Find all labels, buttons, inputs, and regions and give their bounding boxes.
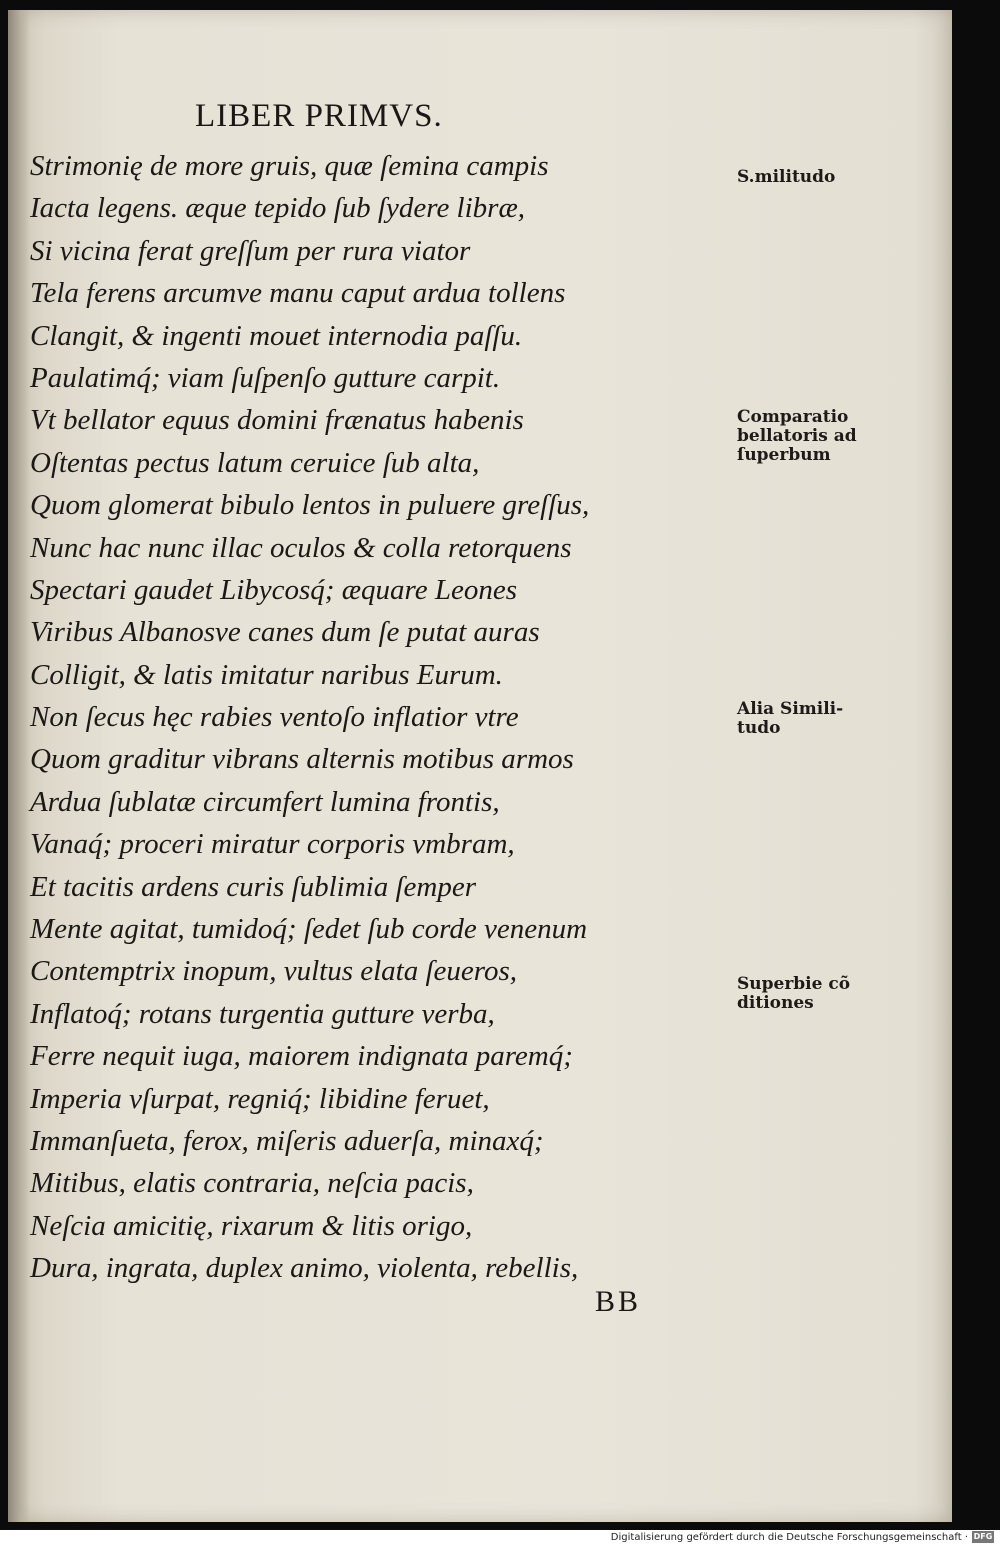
- marginal-note-superbie: [737, 975, 850, 1013]
- verse-line: Inflatoq́; rotans turgentia gutture verba,: [30, 997, 495, 1030]
- verse-line: Et tacitis ardens curis ſublimia ſemper: [30, 870, 476, 903]
- marginal-note-line: S.militudo: [737, 167, 836, 187]
- verse-line: Imperia vſurpat, regniq́; libidine feruet,: [30, 1082, 490, 1115]
- verse-line: Immanſueta, ferox, miſeris aduerſa, minaxq́;: [30, 1124, 544, 1157]
- footer-bar: [0, 1530, 1000, 1545]
- verse-line: Vt bellator equus domini frænatus habenis: [30, 404, 524, 437]
- verse-line: Quom graditur vibrans alternis motibus armos: [30, 743, 574, 776]
- verse-line: Quom glomerat bibulo lentos in puluere greſſus,: [30, 489, 590, 522]
- dfg-logo: DFG: [973, 1532, 993, 1541]
- funding-credit: Digitalisierung gefördert durch die Deutsche Forschungsgemeinschaft ·: [610, 1532, 968, 1543]
- verse-line: Contemptrix inopum, vultus elata ſeueros,: [30, 955, 518, 988]
- marginal-note-line: ditiones: [737, 993, 814, 1013]
- signature-mark: BB: [595, 1285, 642, 1318]
- verse-line: Ferre nequit iuga, maiorem indignata paremq́;: [30, 1040, 573, 1073]
- verse-line: Strimonię de more gruis, quæ ſemina campis: [30, 150, 549, 182]
- verse-block: [30, 145, 710, 1290]
- marginal-note-similitudo: [737, 168, 835, 187]
- verse-line: Tela ferens arcumve manu caput ardua tollens: [30, 277, 566, 310]
- verse-line: Colligit, & latis imitatur naribus Eurum.: [30, 658, 503, 691]
- verse-line: Non ſecus hęc rabies ventoſo inflatior vtre: [30, 701, 519, 734]
- verse-line: Nunc hac nunc illac oculos & colla retorquens: [30, 531, 572, 564]
- marginal-note-line: Alia Simili-: [737, 699, 844, 719]
- verse-line: Spectari gaudet Libycosq́; æquare Leones: [30, 573, 518, 606]
- verse-line: Mente agitat, tumidoq́; ſedet ſub corde venenum: [30, 913, 588, 946]
- verse-line: Mitibus, elatis contraria, neſcia pacis,: [30, 1167, 474, 1200]
- verse-line: Viribus Albanosve canes dum ſe putat auras: [30, 616, 540, 649]
- verse-line: Ardua ſublatæ circumfert lumina frontis,: [30, 785, 500, 818]
- page-gutter: [8, 10, 30, 1522]
- running-heading: LIBER PRIMVS.: [195, 98, 443, 134]
- marginal-note-line: Superbie cõ: [737, 974, 851, 994]
- marginal-note-alia-similitudo: [737, 700, 843, 738]
- verse-line: Clangit, & ingenti mouet internodia paſſu.: [30, 319, 523, 352]
- marginal-note-line: ſuperbum: [737, 445, 831, 465]
- marginal-note-line: tudo: [737, 718, 781, 738]
- marginal-note-comparatio: [737, 408, 857, 465]
- marginal-note-line: bellatoris ad: [737, 426, 857, 446]
- verse-line: Dura, ingrata, duplex animo, violenta, rebellis,: [30, 1252, 579, 1285]
- marginal-note-line: Comparatio: [737, 407, 849, 427]
- verse-line: Iacta legens. æque tepido ſub ſydere libræ,: [30, 192, 526, 225]
- verse-line: Neſcia amicitię, rixarum & litis origo,: [30, 1209, 473, 1242]
- verse-line: Paulatimq́; viam ſuſpenſo gutture carpit.: [30, 361, 501, 394]
- verse-line: Vanaq́; proceri miratur corporis vmbram,: [30, 828, 515, 861]
- verse-line: Si vicina ferat greſſum per rura viator: [30, 234, 471, 267]
- verse-line: Oſtentas pectus latum ceruice ſub alta,: [30, 446, 480, 479]
